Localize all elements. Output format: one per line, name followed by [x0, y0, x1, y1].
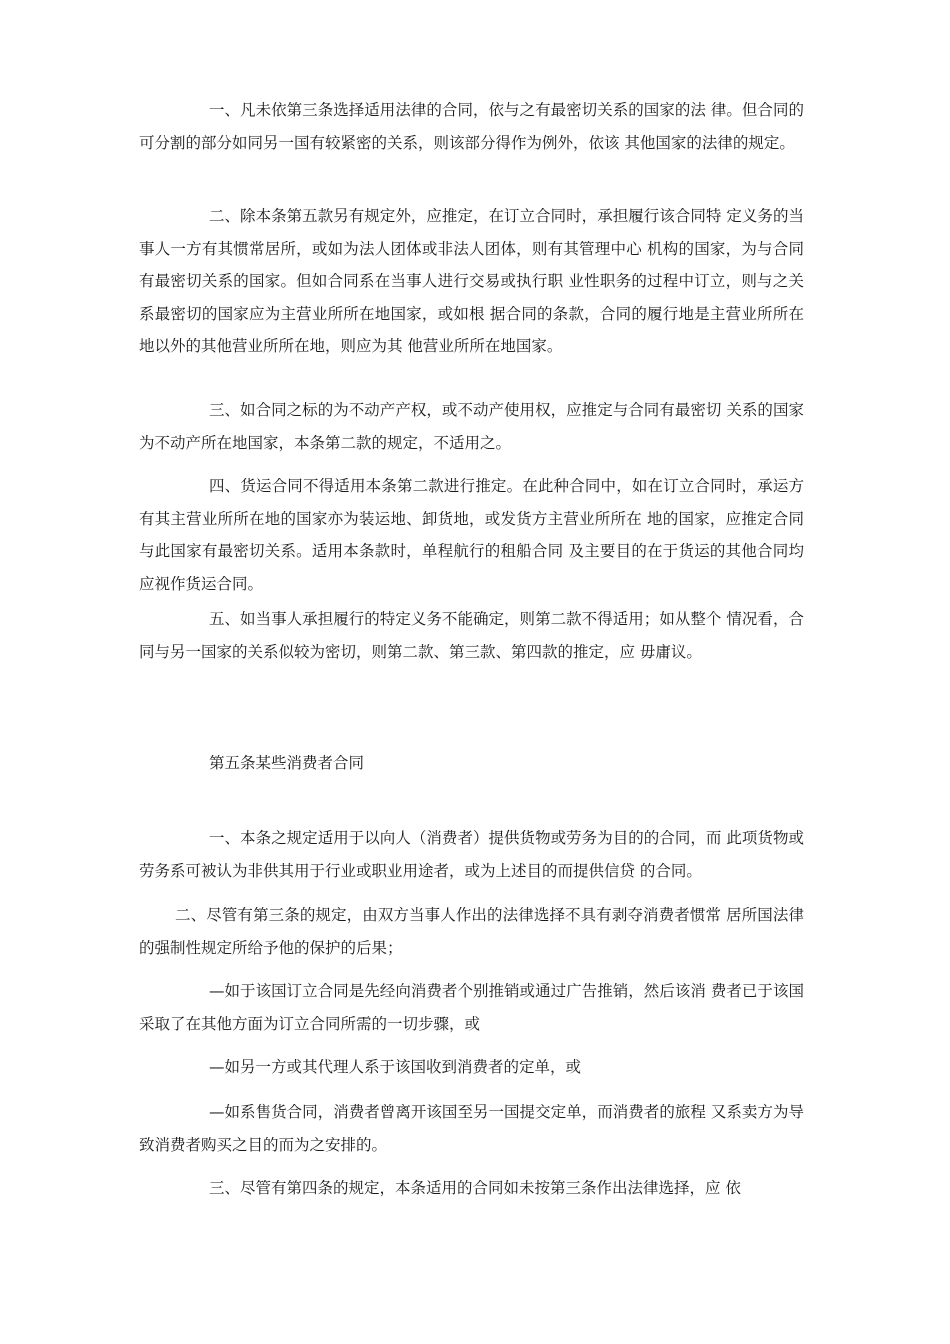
paragraph-article4-clause3: 三、如合同之标的为不动产产权，或不动产使用权，应推定与合同有最密切 关系的国家为不动产所在地国家，本条第二款的规定，不适用之。: [139, 401, 804, 452]
paragraph-bullet-2: —如另一方或其代理人系于该国收到消费者的定单，或: [209, 1058, 582, 1076]
paragraph-article4-clause2: 二、除本条第五款另有规定外，应推定，在订立合同时，承担履行该合同特 定义务的当事人一方有其惯常居所，或如为法人团体或非法人团体，则有其管理中心 机构的国家，为与合同有最密切关系的国家。但如合同系在当事人进行交易或执行职 业性职务的过程中订立，则与之关系最密切的国家应为主营业所所在地国家，或如根 据合同的条款，合同的履行地是主营业所所在地以外的其他营业所所在地，则应为其 他营业所所在地国家。: [139, 207, 804, 355]
paragraph-bullet-3: —如系售货合同，消费者曾离开该国至另一国提交定单，而消费者的旅程 又系卖方为导致消费者购买之目的而为之安排的。: [139, 1103, 804, 1154]
paragraph-article4-clause4: 四、货运合同不得适用本条第二款进行推定。在此种合同中，如在订立合同时，承运方有其主营业所所在地的国家亦为装运地、卸货地，或发货方主营业所所在 地的国家，应推定合同与此国家有最密切关系。适用本条款时，单程航行的租船合同 及主要目的在于货运的其他合同均应视作货运合同。: [139, 477, 804, 593]
paragraph-article4-clause5: 五、如当事人承担履行的特定义务不能确定，则第二款不得适用；如从整个 情况看，合同与另一国家的关系似较为密切，则第二款、第三款、第四款的推定，应 毋庸议。: [139, 610, 804, 661]
paragraph-bullet-1: —如于该国订立合同是先经向消费者个别推销或通过广告推销，然后该消 费者已于该国采取了在其他方面为订立合同所需的一切步骤，或: [139, 982, 804, 1033]
article5-heading: 第五条某些消费者合同: [209, 754, 365, 772]
paragraph-article5-clause3: 三、尽管有第四条的规定，本条适用的合同如未按第三条作出法律选择，应 依: [209, 1179, 741, 1197]
paragraph-article5-clause2: 二、尽管有第三条的规定，由双方当事人作出的法律选择不具有剥夺消费者惯常 居所国法律的强制性规定所给予他的保护的后果；: [139, 906, 804, 957]
paragraph-article5-clause1: 一、本条之规定适用于以向人（消费者）提供货物或劳务为目的的合同，而 此项货物或劳务系可被认为非供其用于行业或职业用途者，或为上述目的而提供信贷 的合同。: [139, 829, 804, 880]
paragraph-article4-clause1: 一、凡未依第三条选择适用法律的合同，依与之有最密切关系的国家的法 律。但合同的可分割的部分如同另一国有较紧密的关系，则该部分得作为例外，依该 其他国家的法律的规定。: [139, 101, 804, 152]
